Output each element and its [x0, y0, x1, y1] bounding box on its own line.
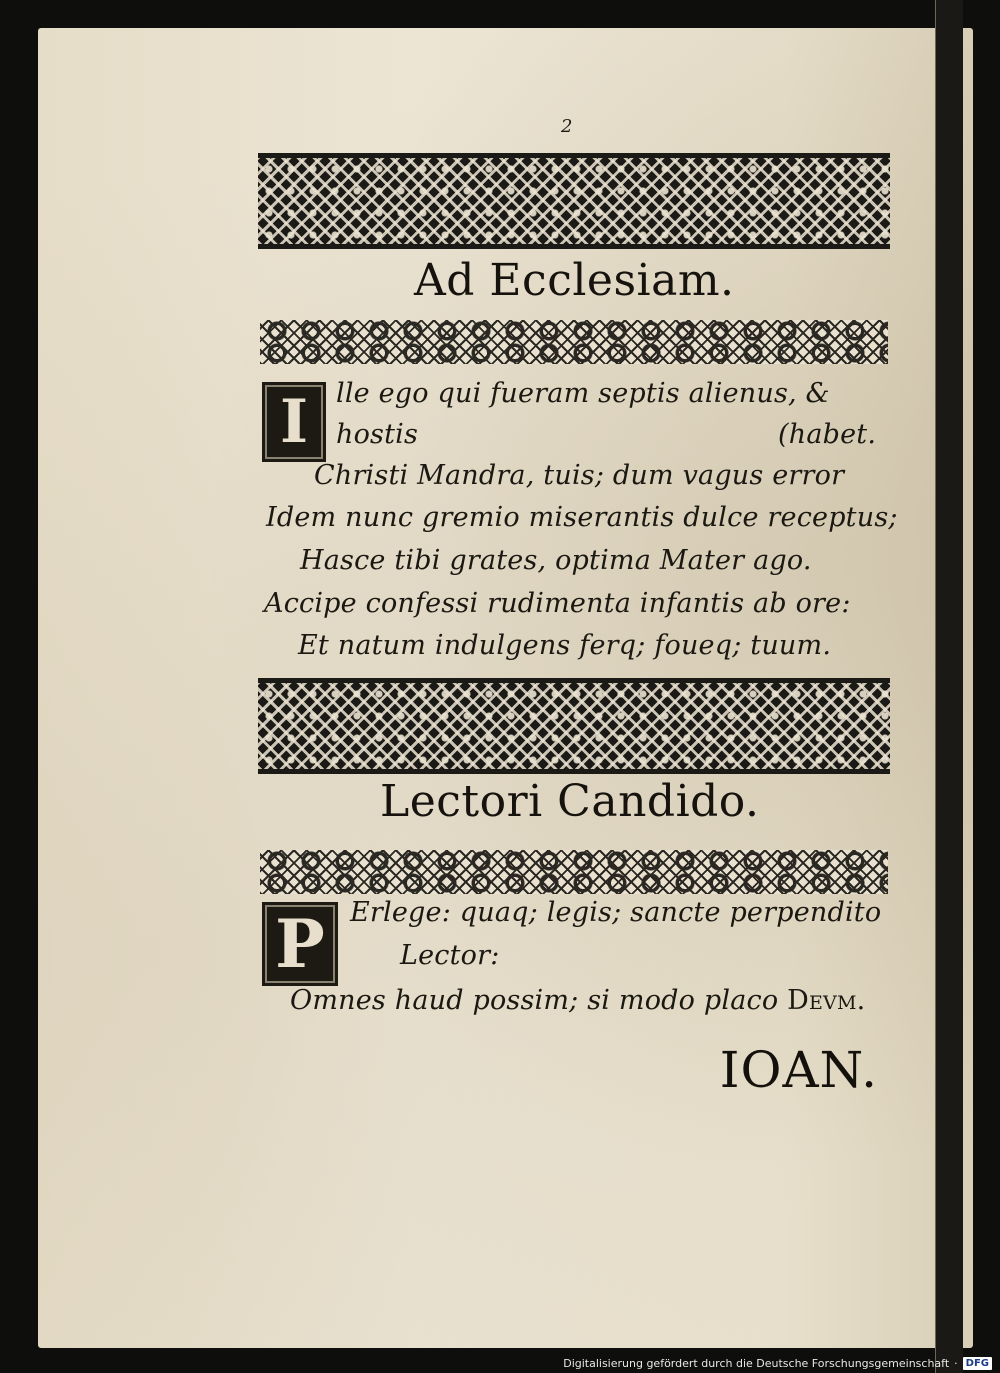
page-gutter [935, 0, 963, 1373]
verse-line-10-text: Omnes haud possim; si modo placo [290, 985, 779, 1016]
verse-line-5: Hasce tibi grates, optima Mater ago. [300, 545, 812, 576]
verse-line-2: hostis [336, 419, 419, 450]
ornamental-band-middle [258, 678, 890, 774]
footer-credit-text: Digitalisierung gefördert durch die Deutsche Forschungsgemeinschaft [563, 1357, 950, 1370]
ornamental-border-2 [260, 850, 888, 894]
decorated-initial-i: I [262, 382, 326, 462]
footer-separator: · [954, 1357, 958, 1370]
heading-lectori-candido: Lectori Candido. [380, 776, 760, 827]
signature-ioan: IOAN. [719, 1041, 878, 1099]
verse-line-10-deum: Devm. [787, 985, 866, 1016]
footer-credit [563, 1357, 992, 1370]
heading-ad-ecclesiam: Ad Ecclesiam. [414, 255, 735, 306]
verse-line-2b: (habet. [778, 419, 877, 450]
verse-line-6: Accipe confessi rudimenta infantis ab ore: [264, 588, 851, 619]
dfg-logo-icon: DFG [963, 1357, 992, 1370]
page-number: 2 [561, 116, 573, 137]
verse-line-10 [290, 985, 865, 1016]
verse-line-3: Christi Mandra, tuis; dum vagus error [314, 460, 845, 491]
ornamental-border-1 [260, 320, 888, 364]
ornamental-band-top [258, 153, 890, 249]
verse-line-1: lle ego qui fueram septis alienus, & [336, 378, 830, 409]
verse-line-9: Lector: [400, 940, 500, 971]
verse-line-7: Et natum indulgens ferq; foueq; tuum. [298, 630, 832, 661]
verse-line-4: Idem nunc gremio miserantis dulce receptus; [266, 502, 898, 533]
verse-line-8: Erlege: quaq; legis; sancte perpendito [350, 897, 882, 928]
decorated-initial-p: P [262, 902, 338, 986]
